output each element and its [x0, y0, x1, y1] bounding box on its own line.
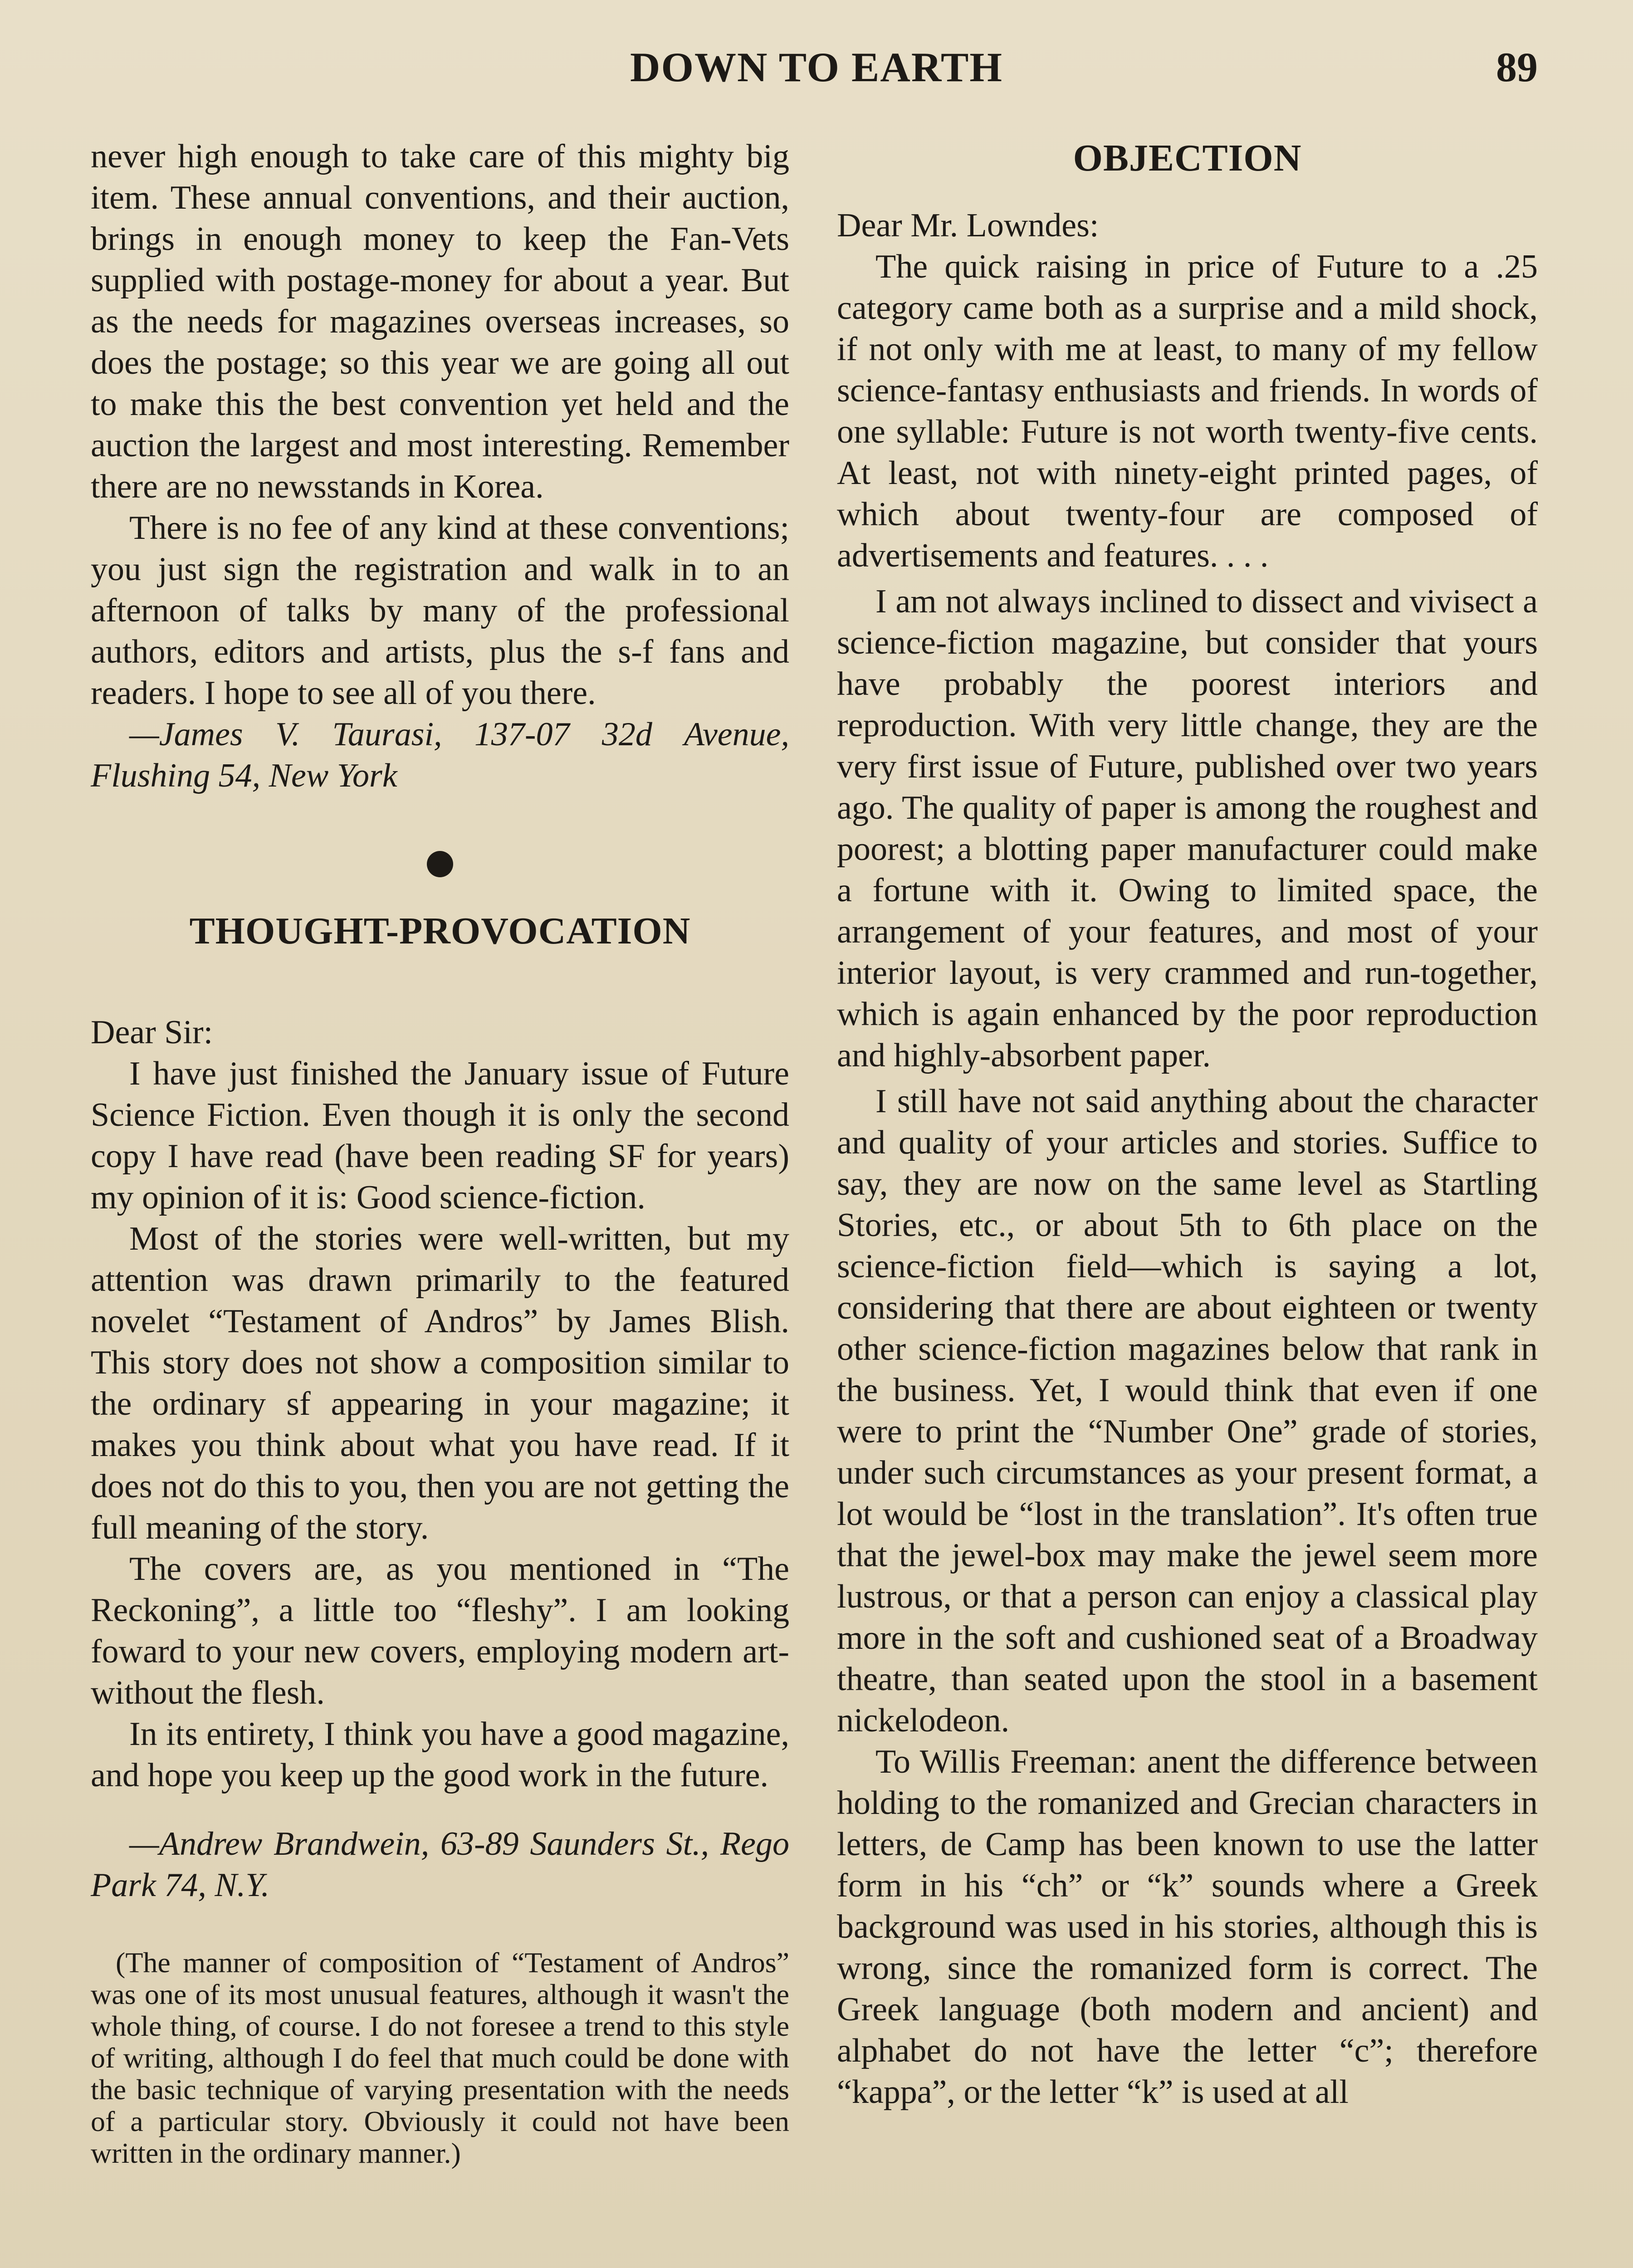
letter-paragraph: There is no fee of any kind at these conventions; you just sign the registration and walk in to an afternoon of talks by many of the professional authors, editors and artists, plus the s-f fans and readers. I hope to see all of you there. — [91, 509, 789, 712]
letter-paragraph: I am not always inclined to dissect and vivisect a science-fiction magazine, but consider that yours have probably the poorest interiors and reproduction. With very little change, they are the very first issue of Future, published over two years ago. The quality of paper is among the roughest and poorest; a blotting paper manufacturer could make a fortune with it. Owing to limited space, the arrangement of your features, and most of your interior layout, is very crammed and run-together, which is again enhanced by the poor reproduction and highly-absorbent paper. — [837, 583, 1538, 1074]
page-number: 89 — [1496, 44, 1538, 90]
letter-paragraph: I still have not said anything about the character and quality of your articles and stories. Suffice to say, they are now on the same level as Startling Stories, etc., or about 5th to 6th place on the science-fiction field—which is saying a lot, considering that there are about eighteen or twenty other science-fiction magazines below that rank in the business. Yet, I would think that even if one were to print the “Number One” grade of stories, under such circumstances as your present format, a lot would be “lost in the translation”. It's often true that the jewel-box may make the jewel seem more lustrous, or that a person can enjoy a classical play more in the soft and cushioned seat of a Broadway theatre, than seated upon the stool in a basement nickelodeon. — [837, 1083, 1538, 1739]
section-title-objection: OBJECTION — [1073, 137, 1302, 179]
section-divider-bullet — [427, 851, 453, 877]
left-column — [91, 136, 789, 2169]
right-column — [837, 136, 1538, 2113]
section-title-thought-provocation: THOUGHT-PROVOCATION — [189, 910, 691, 952]
letter-signature: —Andrew Brandwein, 63-89 Saunders St., Rego Park 74, N.Y. — [91, 1825, 789, 1904]
letter-paragraph: The covers are, as you mentioned in “The Reckoning”, a little too “fleshy”. I am looking foward to your new covers, employing modern art-without the flesh. — [91, 1550, 789, 1711]
letter-paragraph: I have just finished the January issue of Future Science Fiction. Even though it is only the second copy I have read (have been reading SF for years) my opinion of it is: Good science-fiction. — [91, 1055, 789, 1216]
editor-note: (The manner of composition of “Testament of Andros” was one of its most unusual features, although it wasn't the whole thing, of course. I do not foresee a trend to this style of writing, although I do feel that much could be done with the basic technique of varying presentation with the needs of a particular story. Obviously it could not have been written in the ordinary manner.) — [91, 1946, 789, 2169]
letter-paragraph: In its entirety, I think you have a good magazine, and hope you keep up the good work in the future. — [91, 1716, 789, 1794]
running-header: DOWN TO EARTH — [630, 44, 1003, 90]
letter-paragraph: To Willis Freeman: anent the difference between holding to the romanized and Grecian characters in letters, de Camp has been known to use the latter form in his “ch” or “k” sounds where a Greek background was used in his stories, although this is wrong, since the romanized form is correct. The Greek language (both modern and ancient) and alphabet do not have the letter “c”; therefore “kappa”, or the letter “k” is used at all — [837, 1743, 1538, 2111]
letter-paragraph: The quick raising in price of Future to a .25 category came both as a surprise and a mild shock, if not only with me at least, to many of my fellow science-fantasy enthusiasts and friends. In words of one syllable: Future is not worth twenty-five cents. At least, not with ninety-eight printed pages, of which about twenty-four are composed of advertisements and features. . . . — [837, 248, 1538, 574]
letter-paragraph: never high enough to take care of this mighty big item. These annual conventions, and their auction, brings in enough money to keep the Fan-Vets supplied with postage-money for about a year. But as the needs for magazines overseas increases, so does the postage; so this year we are going all out to make this the best convention yet held and the auction the largest and most interesting. Remember there are no newsstands in Korea. — [91, 138, 789, 505]
letter-paragraph: Most of the stories were well-written, but my attention was drawn primarily to the featured novelet “Testament of Andros” by James Blish. This story does not show a composition similar to the ordinary sf appearing in your magazine; it makes you think about what you have read. If it does not do this to you, then you are not getting the full meaning of the story. — [91, 1220, 789, 1546]
letter-signature: —James V. Taurasi, 137-07 32d Avenue, Flushing 54, New York — [91, 716, 789, 794]
salutation: Dear Mr. Lowndes: — [837, 207, 1099, 244]
salutation: Dear Sir: — [91, 1014, 213, 1051]
